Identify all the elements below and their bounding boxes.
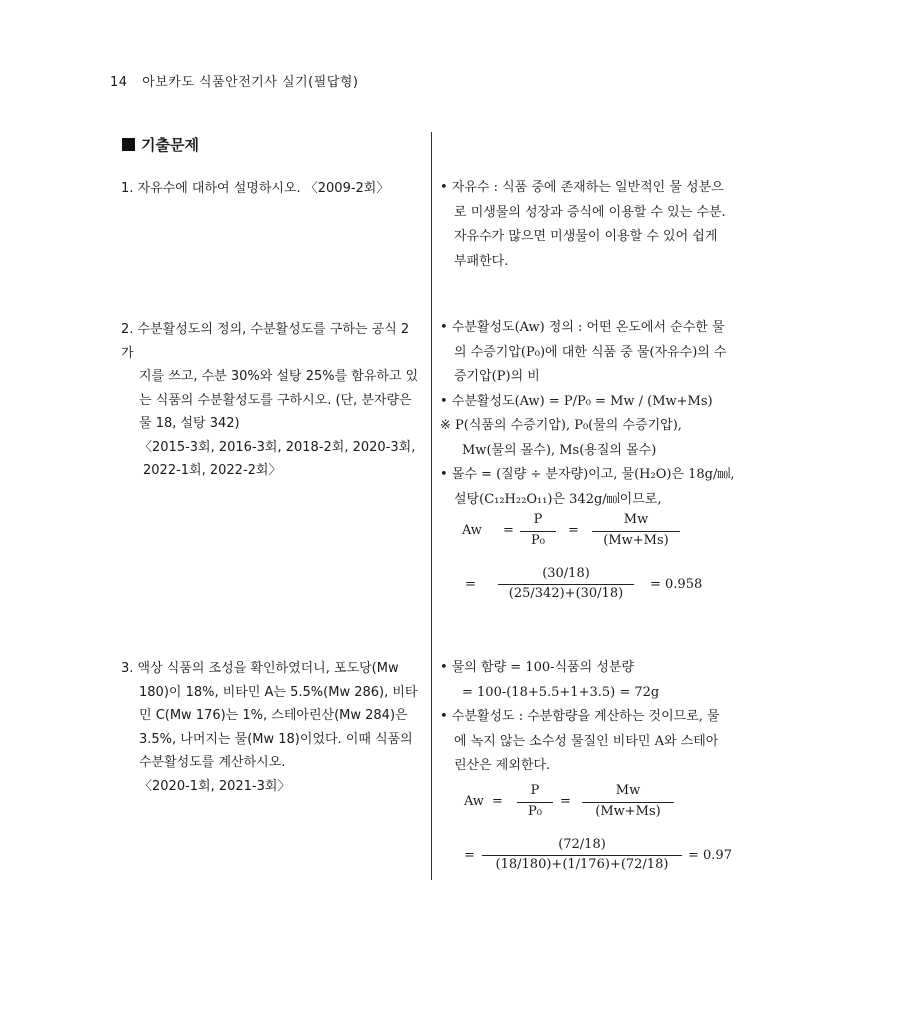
eq-denominator: P₀	[531, 533, 545, 548]
fraction-bar	[582, 802, 674, 803]
q2-equation-1	[460, 512, 700, 556]
answer-line: • 자유수 : 식품 중에 존재하는 일반적인 물 성분으	[440, 180, 724, 195]
eq-sign: =	[465, 577, 476, 592]
eq-numerator: Mw	[615, 783, 641, 798]
fraction-bar	[498, 584, 634, 585]
answer-line: 린산은 제외한다.	[454, 758, 551, 773]
fraction-bar	[520, 531, 556, 532]
answer-line: • 수분활성도(Aw) = P/P₀ = Mw / (Mw+Ms)	[440, 393, 713, 409]
eq-sign: =	[503, 523, 514, 538]
eq-sign: =	[560, 794, 571, 809]
eq-denominator: (18/180)+(1/176)+(72/18)	[495, 857, 669, 872]
answer-line: • 수분활성도 : 수분함량을 계산하는 것이므로, 물	[440, 709, 720, 724]
question-line: 2022-1회, 2022-2회〉	[143, 463, 282, 478]
eq-denominator: P₀	[528, 804, 542, 819]
question-line: 3. 액상 식품의 조성을 확인하였더니, 포도당(Mw	[121, 661, 399, 676]
q3-equation-1	[462, 783, 692, 827]
answer-line: 부패한다.	[454, 253, 509, 269]
fraction-bar	[482, 855, 682, 856]
eq-sign: =	[464, 848, 475, 863]
answer-line: • 수분활성도(Aw) 정의 : 어떤 온도에서 순수한 물	[440, 320, 725, 335]
question-3	[121, 657, 421, 798]
eq-denominator: (Mw+Ms)	[603, 533, 669, 548]
eq-denominator: (25/342)+(30/18)	[508, 586, 624, 601]
eq-numerator: (30/18)	[542, 566, 590, 581]
question-line: 180)이 18%, 비타민 A는 5.5%(Mw 286), 비타	[139, 684, 418, 700]
answer-line: • 물의 함량 = 100-식품의 성분량	[440, 660, 635, 675]
q3-equation-2	[462, 837, 752, 881]
answer-line: 에 녹지 않는 소수성 물질인 비타민 A와 스테아	[454, 733, 719, 749]
question-2	[121, 318, 421, 483]
page-header	[110, 71, 358, 90]
eq-numerator: P	[530, 783, 540, 798]
eq-result: = 0.958	[650, 577, 703, 592]
square-bullet-icon	[122, 138, 135, 151]
question-line: 수분활성도를 계산하시오.	[139, 755, 286, 770]
page-number: 14	[110, 75, 128, 90]
answer-line: 의 수증기압(P₀)에 대한 식품 중 물(자유수)의 수	[454, 344, 727, 360]
question-line: 물 18, 설탕 342)	[139, 416, 240, 431]
column-divider	[431, 132, 432, 880]
eq-sign: =	[492, 794, 503, 809]
question-line: 3.5%, 나머지는 물(Mw 18)이었다. 이때 식품의	[139, 731, 413, 747]
answer-line: 증기압(P)의 비	[454, 369, 540, 384]
section-title: 기출문제	[122, 134, 199, 155]
question-line: 〈2020-1회, 2021-3회〉	[139, 778, 291, 794]
answer-line: 자유수가 많으면 미생물이 이용할 수 있어 쉽게	[454, 229, 718, 244]
answer-line: ※ P(식품의 수증기압), P₀(물의 수증기압),	[440, 418, 682, 433]
eq-sign: =	[568, 523, 579, 538]
eq-numerator: Mw	[623, 512, 649, 527]
eq-result: = 0.97	[688, 848, 732, 863]
answer-3	[440, 656, 760, 779]
fraction-bar	[592, 531, 680, 532]
question-line: 민 C(Mw 176)는 1%, 스테아린산(Mw 284)은	[139, 708, 408, 723]
question-line: 지를 쓰고, 수분 30%와 설탕 25%를 함유하고 있	[139, 369, 419, 384]
answer-line: = 100-(18+5.5+1+3.5) = 72g	[462, 684, 660, 700]
answer-2	[440, 316, 760, 512]
eq-denominator: (Mw+Ms)	[595, 804, 661, 819]
question-line: 2. 수분활성도의 정의, 수분활성도를 구하는 공식 2가	[121, 322, 410, 361]
eq-numerator: (72/18)	[558, 837, 606, 852]
question-line: 1. 자유수에 대하여 설명하시오. 〈2009-2회〉	[121, 181, 390, 196]
answer-1	[440, 176, 760, 274]
answer-line: 로 미생물의 성장과 증식에 이용할 수 있는 수분.	[454, 204, 726, 220]
answer-line: Mw(물의 몰수), Ms(용질의 몰수)	[462, 442, 657, 458]
eq-lhs: Aw	[462, 523, 482, 538]
question-line: 〈2015-3회, 2016-3회, 2018-2회, 2020-3회,	[139, 439, 416, 455]
book-title: 아보카도 식품안전기사 실기(필답형)	[142, 75, 359, 90]
question-line: 는 식품의 수분활성도를 구하시오. (단, 분자량은	[139, 392, 412, 408]
question-1	[121, 177, 421, 201]
answer-line: 설탕(C₁₂H₂₂O₁₁)은 342g/㏖이므로,	[454, 491, 662, 507]
eq-lhs: Aw	[464, 794, 484, 809]
q2-equation-2	[460, 566, 720, 610]
fraction-bar	[517, 802, 553, 803]
answer-line: • 몰수 = (질량 ÷ 분자량)이고, 물(H₂O)은 18g/㏖,	[440, 467, 735, 482]
eq-numerator: P	[533, 512, 543, 527]
